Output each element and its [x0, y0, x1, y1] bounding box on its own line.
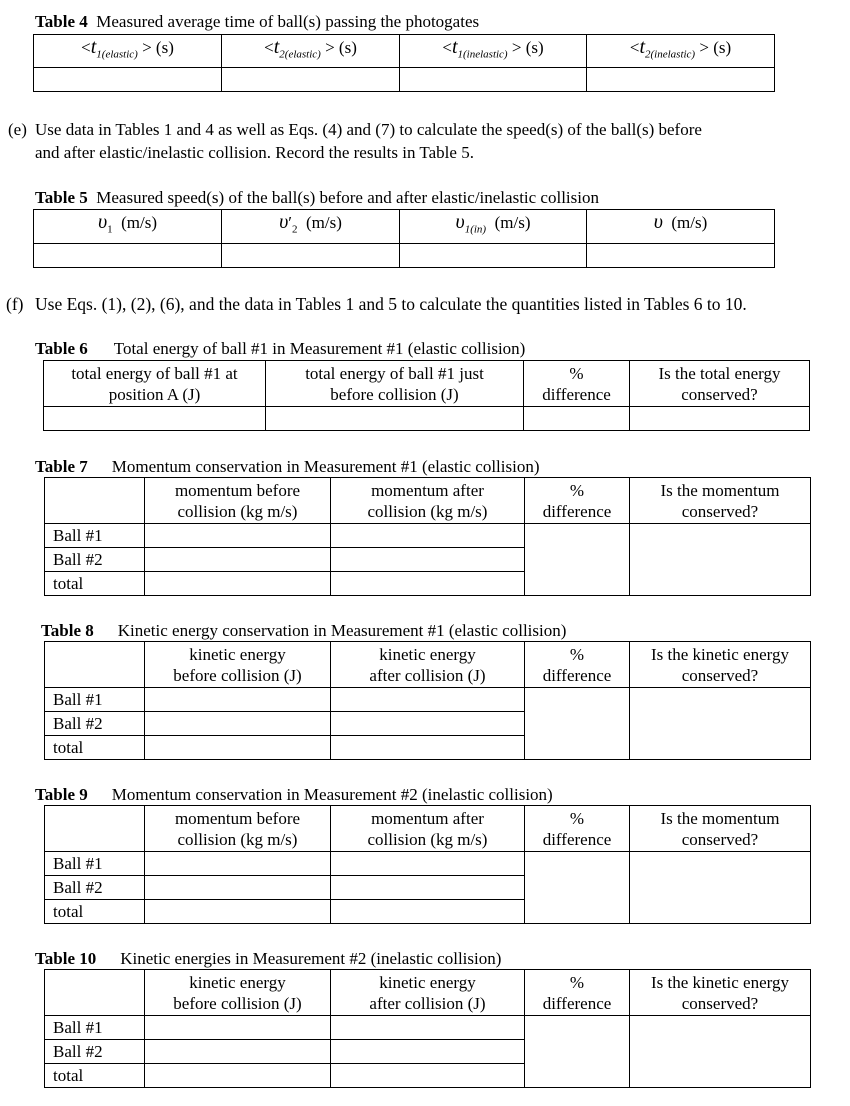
table6-header-energy-a: total energy of ball #1 at position A (J) [44, 361, 266, 407]
table8-conserved-cell[interactable] [630, 688, 811, 760]
table9-difference-cell[interactable] [525, 852, 630, 924]
row-label: total [45, 736, 145, 760]
table4-cell[interactable] [400, 68, 587, 92]
table10-header-difference: % difference [525, 970, 630, 1016]
table8-cell[interactable] [145, 688, 331, 712]
row-label: Ball #1 [45, 852, 145, 876]
table4-header-t2-inelastic: $<t_{2(inelastic)} > (s)$ [587, 35, 775, 68]
row-label: Ball #2 [45, 712, 145, 736]
step-f-marker: (f) [6, 294, 24, 314]
table-row [45, 1016, 811, 1040]
row-label: Ball #2 [45, 876, 145, 900]
table7-cell[interactable] [145, 572, 331, 596]
table7-header-momentum-after: momentum after collision (kg m/s) [331, 478, 525, 524]
row-label: Ball #1 [45, 688, 145, 712]
step-f-text: Use Eqs. (1), (2), (6), and the data in Tables 1 and 5 to calculate the quantities listed in Tables 6 to 10. [35, 294, 747, 314]
table7-header-corner [45, 478, 145, 524]
table7-difference-cell[interactable] [525, 524, 630, 596]
table8-header-difference: % difference [525, 642, 630, 688]
table4-title: Measured average time of ball(s) passing the photogates [96, 12, 480, 31]
table10-cell[interactable] [145, 1040, 331, 1064]
table8-header-ke-after: kinetic energy after collision (J) [331, 642, 525, 688]
table7 [44, 477, 811, 596]
table8-difference-cell[interactable] [525, 688, 630, 760]
table7-cell[interactable] [145, 548, 331, 572]
table7-title: Momentum conservation in Measurement #1 (elastic collision) [111, 457, 540, 476]
table10-cell[interactable] [145, 1016, 331, 1040]
table6-label: Table 6 [35, 339, 88, 358]
table8-label: Table 8 [41, 621, 94, 640]
table10-header-ke-before: kinetic energy before collision (J) [145, 970, 331, 1016]
table7-cell[interactable] [331, 572, 525, 596]
table10 [44, 969, 811, 1088]
table7-label: Table 7 [35, 457, 88, 476]
step-e-marker: (e) [8, 120, 27, 139]
table9-header-momentum-after: momentum after collision (kg m/s) [331, 806, 525, 852]
table-row [45, 852, 811, 876]
table5-cell[interactable] [222, 244, 400, 268]
row-label: total [45, 1064, 145, 1088]
table7-header-difference: % difference [525, 478, 630, 524]
table5-header-v2-prime: $\upsilon'_2$ (m/s) [222, 210, 400, 244]
table6-header-difference: % difference [524, 361, 630, 407]
table8-cell[interactable] [331, 688, 525, 712]
table10-header-corner [45, 970, 145, 1016]
table10-cell[interactable] [331, 1064, 525, 1088]
table8-header-corner [45, 642, 145, 688]
table8 [44, 641, 811, 760]
table9-label: Table 9 [35, 785, 88, 804]
table9-cell[interactable] [145, 852, 331, 876]
table9-cell[interactable] [331, 900, 525, 924]
table7-header-conserved: Is the momentum conserved? [630, 478, 811, 524]
table10-caption [35, 949, 501, 969]
table10-header-ke-after: kinetic energy after collision (J) [331, 970, 525, 1016]
table5-header-v1-in: $\upsilon_{1(in)}$ (m/s) [400, 210, 587, 244]
table8-cell[interactable] [331, 712, 525, 736]
table8-caption [41, 621, 566, 641]
table9-header-corner [45, 806, 145, 852]
table6-header-conserved: Is the total energy conserved? [630, 361, 810, 407]
table4-cell[interactable] [587, 68, 775, 92]
table9-cell[interactable] [145, 876, 331, 900]
table6-cell[interactable] [266, 407, 524, 431]
table9 [44, 805, 811, 924]
table10-label: Table 10 [35, 949, 97, 968]
table10-title: Kinetic energies in Measurement #2 (inelastic collision) [120, 949, 502, 968]
row-label: Ball #1 [45, 1016, 145, 1040]
table6-cell[interactable] [630, 407, 810, 431]
table6-header-energy-before: total energy of ball #1 just before collision (J) [266, 361, 524, 407]
table6 [43, 360, 810, 431]
table9-header-difference: % difference [525, 806, 630, 852]
table4-header-t1-elastic: $<t_{1(elastic)} > (s)$ [34, 35, 222, 68]
row-label: total [45, 900, 145, 924]
table8-header-ke-before: kinetic energy before collision (J) [145, 642, 331, 688]
table7-header-momentum-before: momentum before collision (kg m/s) [145, 478, 331, 524]
table8-cell[interactable] [145, 736, 331, 760]
table5-cell[interactable] [34, 244, 222, 268]
step-e-line1: Use data in Tables 1 and 4 as well as Eqs. (4) and (7) to calculate the speed(s) of the ball(s) before [35, 120, 702, 139]
table9-cell[interactable] [145, 900, 331, 924]
table9-cell[interactable] [331, 876, 525, 900]
table7-caption [35, 457, 540, 477]
table7-cell[interactable] [331, 548, 525, 572]
table10-header-conserved: Is the kinetic energy conserved? [630, 970, 811, 1016]
table10-cell[interactable] [331, 1040, 525, 1064]
table5-header-v1: $\upsilon_1$ (m/s) [34, 210, 222, 244]
table6-cell[interactable] [44, 407, 266, 431]
table4-cell[interactable] [222, 68, 400, 92]
table8-cell[interactable] [331, 736, 525, 760]
row-label: Ball #1 [45, 524, 145, 548]
table9-cell[interactable] [331, 852, 525, 876]
table5 [33, 209, 775, 268]
table10-conserved-cell[interactable] [630, 1016, 811, 1088]
table-row [45, 688, 811, 712]
table4-caption [35, 12, 479, 32]
table10-cell[interactable] [331, 1016, 525, 1040]
table9-header-conserved: Is the momentum conserved? [630, 806, 811, 852]
table5-cell[interactable] [400, 244, 587, 268]
table8-cell[interactable] [145, 712, 331, 736]
table7-cell[interactable] [331, 524, 525, 548]
table6-caption [35, 339, 525, 359]
table-row [45, 524, 811, 548]
row-label: total [45, 572, 145, 596]
step-e-line2: and after elastic/inelastic collision. Record the results in Table 5. [35, 143, 474, 162]
table4 [33, 34, 775, 92]
table8-title: Kinetic energy conservation in Measurement #1 (elastic collision) [117, 621, 567, 640]
table5-caption [35, 188, 599, 208]
table9-conserved-cell[interactable] [630, 852, 811, 924]
table5-label: Table 5 [35, 188, 88, 207]
table9-caption [35, 785, 553, 805]
table4-cell[interactable] [34, 68, 222, 92]
table9-title: Momentum conservation in Measurement #2 (inelastic collision) [111, 785, 553, 804]
table7-cell[interactable] [145, 524, 331, 548]
table5-header-v: υ (m/s) [587, 210, 775, 244]
table10-difference-cell[interactable] [525, 1016, 630, 1088]
table4-label: Table 4 [35, 12, 88, 31]
row-label: Ball #2 [45, 1040, 145, 1064]
table7-conserved-cell[interactable] [630, 524, 811, 596]
table5-title: Measured speed(s) of the ball(s) before and after elastic/inelastic collision [96, 188, 599, 207]
row-label: Ball #2 [45, 548, 145, 572]
table4-header-t1-inelastic: $<t_{1(inelastic)} > (s)$ [400, 35, 587, 68]
table10-cell[interactable] [145, 1064, 331, 1088]
table8-header-conserved: Is the kinetic energy conserved? [630, 642, 811, 688]
table9-header-momentum-before: momentum before collision (kg m/s) [145, 806, 331, 852]
table6-cell[interactable] [524, 407, 630, 431]
table4-header-t2-elastic: $<t_{2(elastic)} > (s)$ [222, 35, 400, 68]
table6-title: Total energy of ball #1 in Measurement #1 (elastic collision) [113, 339, 526, 358]
table5-cell[interactable] [587, 244, 775, 268]
